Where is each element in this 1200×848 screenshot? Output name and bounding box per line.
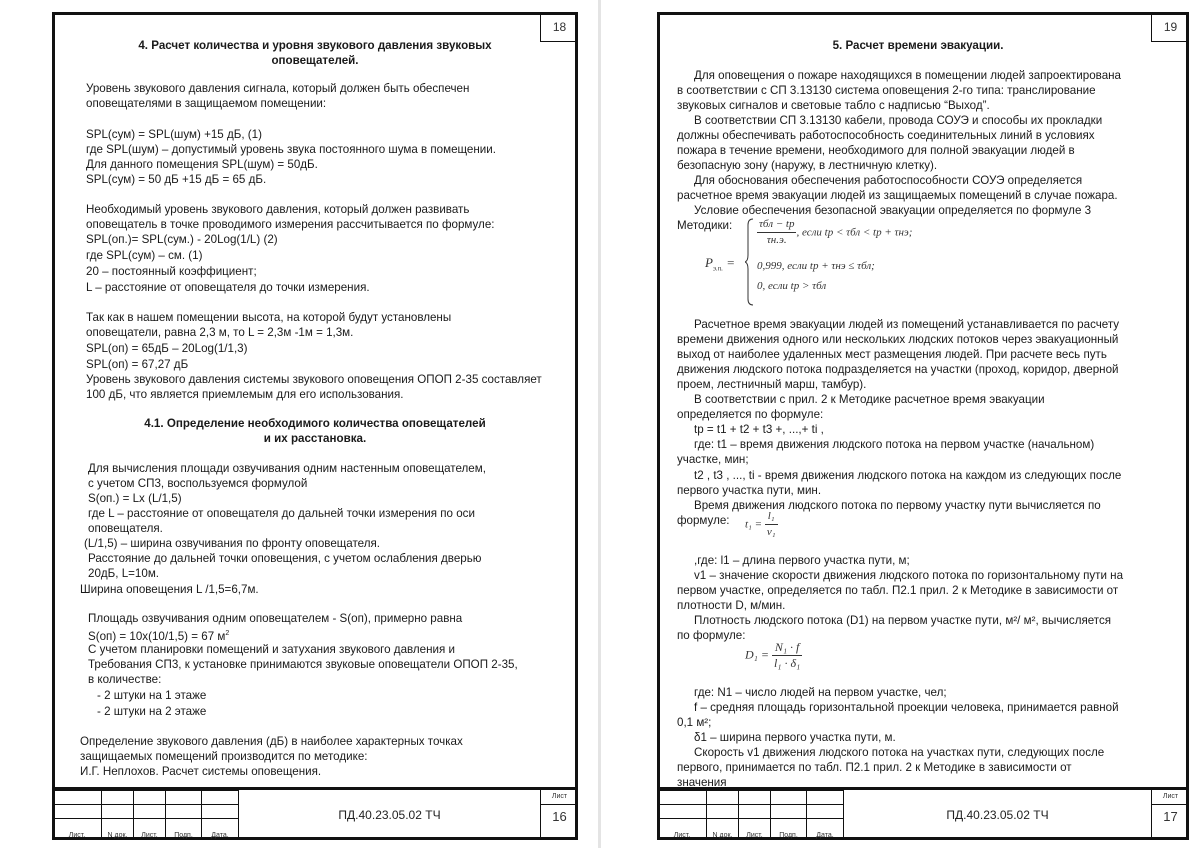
text-line: где SPL(сум) – см. (1): [86, 249, 203, 262]
text-line: 0,1 м²;: [677, 716, 712, 729]
text-line: выход от наиболее удаленных мест размещения людей. При расчете весь путь: [677, 348, 1107, 361]
formula-lhs: $P_{э.п.}$ =: [705, 255, 736, 273]
col-label: Дата.: [202, 819, 239, 840]
page-number: 18: [540, 12, 578, 42]
text-line: (L/1,5) – ширина озвучивания по фронту оповещателя.: [84, 537, 381, 550]
text-line: В соответствии с прил. 2 к Методике расчетное время эвакуации: [694, 393, 1045, 406]
text-line: Для данного помещения SPL(шум) = 50дБ.: [86, 158, 318, 171]
lhs-symbol: P: [705, 255, 713, 270]
text-line: Требования СП3, к установке принимаются звуковые оповещатели ОПОП 2-35,: [88, 658, 518, 671]
text-line: Площадь озвучивания одним оповещателем - S(оп), примерно равна: [88, 612, 463, 625]
condition: , если tр < τбл < tр + τнэ;: [796, 226, 913, 239]
document-code: ПД.40.23.05.02 ТЧ: [338, 808, 441, 822]
sheet-label: Лист: [1152, 790, 1189, 805]
sheet-cell: [1151, 790, 1189, 840]
text-line: где: t1 – время движения людского потока на первом участке (начальном): [694, 438, 1095, 451]
text-line: в количестве:: [88, 673, 162, 686]
text-line: времени движения одного или нескольких людских потоков через эвакуационный: [677, 333, 1119, 346]
text-line: где SPL(шум) – допустимый уровень звука постоянного шума в помещении.: [86, 143, 496, 156]
text-line: Методики:: [677, 219, 733, 232]
lhs-subscript: э.п.: [712, 264, 724, 273]
denominator: l₁ · δ₁: [773, 656, 801, 671]
col-label: Подп.: [771, 819, 807, 840]
text-line: пожара в течение времени, необходимого для полной эвакуации людей в: [677, 144, 1075, 157]
col-label: Лист.: [658, 819, 707, 840]
text-line: защищаемых помещений производится по методике:: [80, 750, 368, 763]
text-line: участке, мин;: [677, 453, 749, 466]
text-line: первого участка пути, мин.: [677, 484, 822, 497]
fraction: [757, 217, 796, 249]
section-heading: 5. Расчет времени эвакуации.: [832, 39, 1004, 52]
text-line: плотности D, м/мин.: [677, 599, 786, 612]
text-line: формуле:: [677, 514, 730, 527]
text-line: ,где: l1 – длина первого участка пути, м;: [694, 554, 910, 567]
formula-lhs: D₁ =: [745, 647, 769, 662]
text-line: И.Г. Неплохов. Расчет системы оповещения.: [80, 765, 322, 778]
text-line: первого, принимается по табл. П2.1 прил. 2 к Методике в зависимости от: [677, 761, 1072, 774]
text-line: расчетное время эвакуации людей из защищаемых помещений в случае пожара.: [677, 189, 1118, 202]
document-page-right: [657, 12, 1189, 840]
formula-lhs: t₁ =: [745, 518, 763, 531]
page-number: 19: [1151, 12, 1189, 42]
text-line: первом участке, определяется по табл. П2.1 прил. 2 к Методике в зависимости от: [677, 584, 1119, 597]
probability-formula: [705, 217, 965, 307]
title-block-grid: [657, 790, 844, 840]
text-line: Определение звукового давления (дБ) в наиболее характерных точках: [80, 735, 463, 748]
section-heading: 4. Расчет количества и уровня звукового давления звуковых: [138, 39, 492, 52]
subsection-heading-cont: и их расстановка.: [263, 432, 367, 445]
fraction: [765, 509, 778, 541]
text-line: Время движения людского потока по первому участку пути вычисляется по: [694, 499, 1101, 512]
text-line: в соответствии с СП 3.13130 система оповещения 2-го типа: транслирование: [677, 84, 1096, 97]
text-line: Ширина оповещения L /1,5=6,7м.: [80, 583, 259, 596]
formula-case-3: 0, если tр > τбл: [757, 280, 827, 292]
formula-line: SPL(оп) = 65дБ – 20Log(1/1,3): [86, 342, 248, 355]
col-label: Лист.: [739, 819, 771, 840]
formula-line: SPL(сум) = SPL(шум) +15 дБ, (1): [86, 128, 262, 141]
text-line: значения: [677, 776, 727, 789]
text-line: 20 – постоянный коэффициент;: [86, 265, 257, 278]
text-line: δ1 – ширина первого участка пути, м.: [694, 731, 896, 744]
text-line: Уровень звукового давления системы звукового оповещения ОПОП 2-35 составляет: [86, 373, 542, 386]
text-line: оповещатели, равна 2,3 м, то L = 2,3м -1м = 1,3м.: [86, 326, 354, 339]
text-line: Необходимый уровень звукового давления, который должен развивать: [86, 203, 470, 216]
text-line: Скорость v1 движения людского потока на участках пути, следующих после: [694, 746, 1105, 759]
sheet-number: 16: [552, 809, 567, 824]
col-label: N док.: [102, 819, 134, 840]
document-page-left: [52, 12, 578, 840]
formula-line: S(оп.) = Lx (L/1,5): [88, 492, 182, 505]
text-line: f – средняя площадь горизонтальной проекции человека, принимается равной: [694, 701, 1119, 714]
formula-line: SPL(оп.)= SPL(сум.) - 20Log(1/L) (2): [86, 233, 278, 246]
col-label: Лист.: [134, 819, 166, 840]
text-line: В соответствии СП 3.13130 кабели, провода СОУЭ и способы их прокладки: [694, 114, 1103, 127]
text-line: 20дБ, L=10м.: [88, 567, 160, 580]
time-formula: [745, 509, 778, 541]
text-line: оповещатель в точке проводимого измерения рассчитывается по формуле:: [86, 218, 495, 231]
title-block: [52, 787, 578, 840]
text-line: Расчетное время эвакуации людей из помещений устанавливается по расчету: [694, 318, 1120, 331]
text-line: безопасную зону (наружу, в лестничную клетку).: [677, 159, 938, 172]
text-line: Расстояние до дальней точки оповещения, с учетом ослабления дверью: [88, 552, 482, 565]
col-label: N док.: [707, 819, 739, 840]
text-line: проем, лестничный марш, тамбур).: [677, 378, 867, 391]
text-line: t2 , t3 , ..., ti - время движения людского потока на каждом из следующих после: [694, 469, 1122, 482]
denominator: τн.э.: [766, 234, 787, 247]
text-line: 100 дБ, что является приемлемым для его использования.: [86, 388, 404, 401]
text-line: движения людского потока подразделяется на участки (проход, коридор, дверной: [677, 363, 1119, 376]
sheet-cell: [540, 790, 578, 840]
formula-line: tр = t1 + t2 + t3 +, ...,+ ti ,: [694, 423, 824, 436]
list-item: - 2 штуки на 2 этаже: [97, 705, 207, 718]
text-line: L – расстояние от оповещателя до точки измерения.: [86, 281, 370, 294]
formula-line: SPL(оп) = 67,27 дБ: [86, 358, 189, 371]
text-line: Для оповещения о пожаре находящихся в помещении людей запроектирована: [694, 69, 1121, 82]
text-line: Плотность людского потока (D1) на первом участке пути, м²/ м², вычисляется: [694, 614, 1112, 627]
formula-line: SPL(сум) = 50 дБ +15 дБ = 65 дБ.: [86, 173, 267, 186]
section-heading-cont: оповещателей.: [271, 54, 359, 67]
fraction: [772, 640, 802, 672]
sheet-label: Лист: [541, 790, 578, 805]
title-block-grid: [52, 790, 239, 840]
text-line: где L – расстояние от оповещателя до дальней точки измерения по оси: [88, 507, 475, 520]
text-line: Условие обеспечения безопасной эвакуации определяется по формуле 3: [694, 204, 1092, 217]
formula-case-1: [757, 217, 912, 249]
text-line: С учетом планировки помещений и затухания звукового давления и: [88, 643, 455, 656]
title-block: [657, 787, 1189, 840]
numerator: τбл − tр: [757, 217, 796, 233]
curly-brace-icon: [745, 217, 755, 307]
text-line: должны обеспечивать работоспособность соединительных линий в условиях: [677, 129, 1095, 142]
text-line: Для обоснования обеспечения работоспособности СОУЭ определяется: [694, 174, 1083, 187]
subsection-heading: 4.1. Определение необходимого количества оповещателей: [144, 417, 486, 430]
text-line: звуковых сигналов и световые табло с надписью “Выход”.: [677, 99, 990, 112]
text-line: по формуле:: [677, 629, 746, 642]
text-line: где: N1 – число людей на первом участке, чел;: [694, 686, 947, 699]
numerator: N₁ · f: [772, 640, 802, 656]
col-label: Подп.: [166, 819, 202, 840]
text-line: Так как в нашем помещении высота, на которой будут установлены: [86, 311, 452, 324]
text-line: оповещателями в защищаемом помещении:: [86, 97, 327, 110]
col-label: Лист.: [53, 819, 102, 840]
text-line: Уровень звукового давления сигнала, который должен быть обеспечен: [86, 82, 470, 95]
area-formula: S(оп) = 10x(10/1,5) = 67 м: [88, 629, 226, 643]
density-formula: [745, 640, 802, 672]
list-item: - 2 штуки на 1 этаже: [97, 689, 207, 702]
formula-case-2: 0,999, если tр + τнэ ≤ τбл;: [757, 260, 875, 272]
text-line: оповещателя.: [88, 522, 163, 535]
text-line: с учетом СП3, воспользуемся формулой: [88, 477, 308, 490]
text-line: определяется по формуле:: [677, 408, 824, 421]
superscript: 2: [225, 630, 230, 637]
text-line: Для вычисления площади озвучивания одним настенным оповещателем,: [88, 462, 486, 475]
text-line: v1 – значение скорости движения людского потока по горизонтальному пути на: [694, 569, 1124, 582]
page-divider: [598, 0, 601, 848]
document-code: ПД.40.23.05.02 ТЧ: [946, 808, 1049, 822]
sheet-number: 17: [1163, 809, 1178, 824]
denominator: v₁: [766, 526, 776, 539]
col-label: Дата.: [807, 819, 844, 840]
numerator: l₁: [765, 509, 778, 525]
